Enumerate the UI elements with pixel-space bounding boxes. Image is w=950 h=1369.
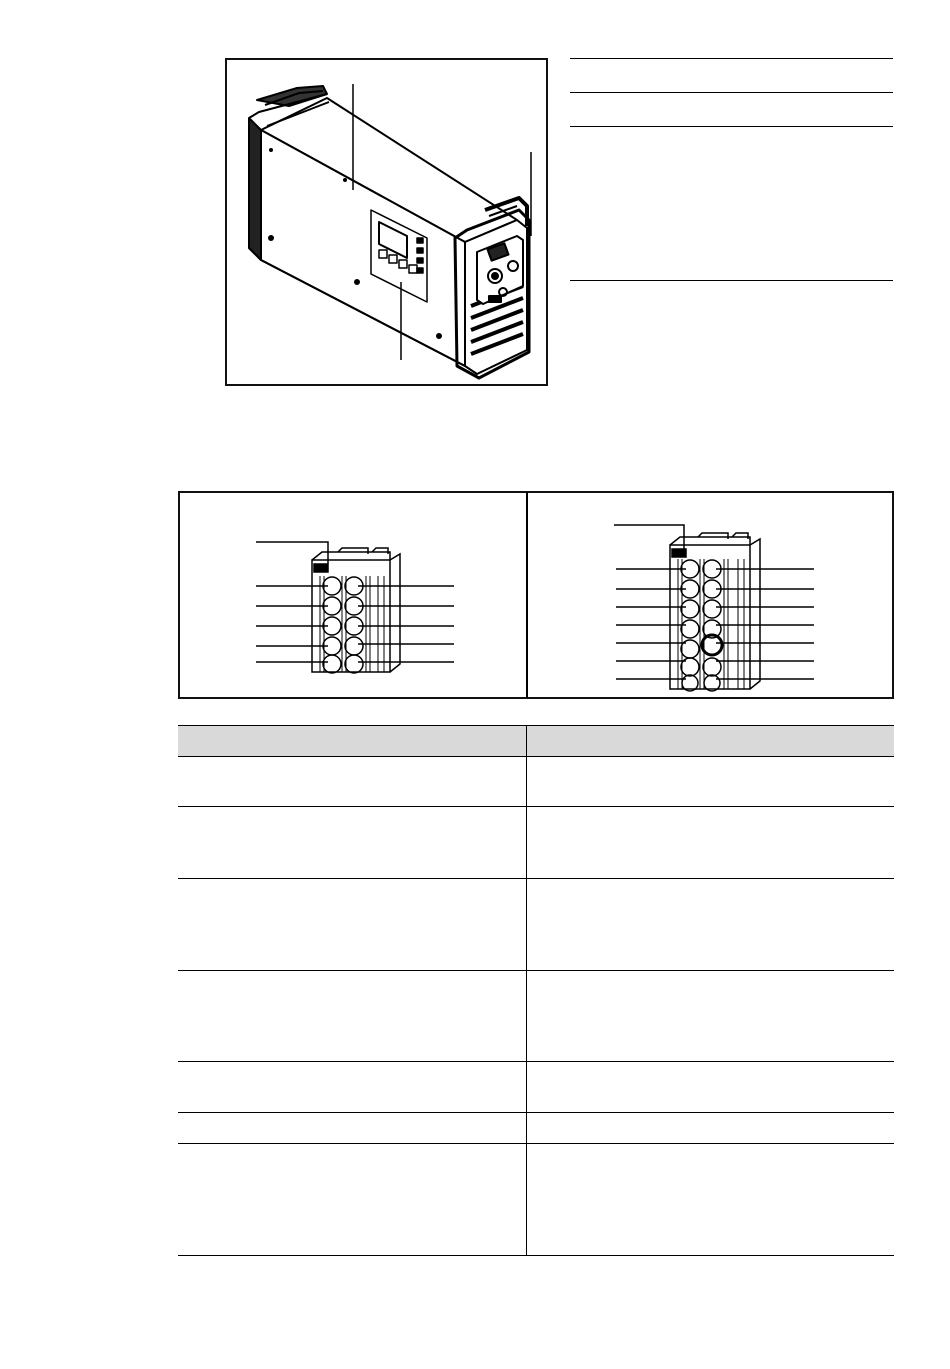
table-header (178, 725, 894, 757)
connector-left-figure (250, 530, 460, 680)
terminal-block-14-pin-illustration (610, 515, 820, 693)
connector-right-figure (610, 515, 820, 693)
table-row-rule-2 (178, 878, 894, 879)
table-row-rule-7 (178, 1255, 894, 1256)
table-row-rule-4 (178, 1061, 894, 1062)
terminal-block-10-pin-illustration (250, 530, 460, 680)
legend-rule-3 (570, 126, 893, 127)
legend-rule-4 (570, 280, 893, 281)
welding-power-source-illustration (227, 60, 546, 384)
device-figure-frame (225, 58, 548, 386)
table-column-divider (526, 725, 527, 1255)
table-row-rule-3 (178, 970, 894, 971)
legend-rule-2 (570, 92, 893, 93)
table-row-rule-5 (178, 1112, 894, 1113)
table-row-rule-1 (178, 806, 894, 807)
table-row-rule-6 (178, 1143, 894, 1144)
connector-figure-divider (526, 492, 528, 698)
legend-rule-1 (570, 58, 893, 59)
